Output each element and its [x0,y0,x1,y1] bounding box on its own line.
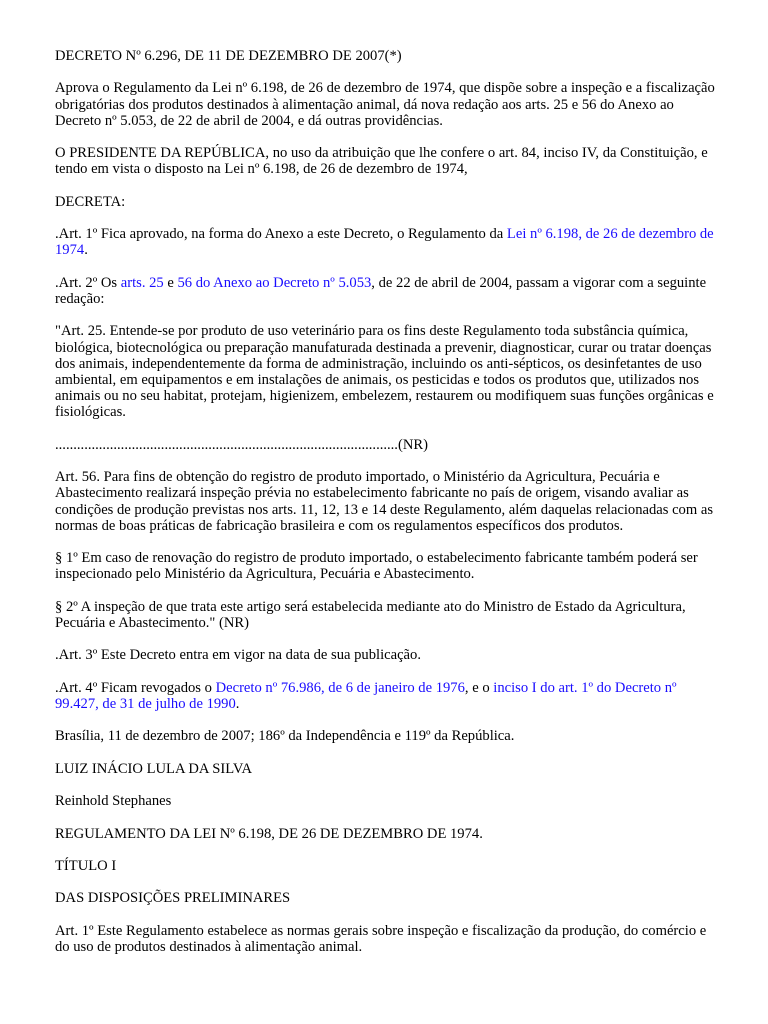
date-line: Brasília, 11 de dezembro de 2007; 186º da Independência e 119º da República. [55,728,515,745]
art2-text: .Art. 2º Os [55,274,121,291]
art1-paragraph [55,226,715,258]
art56-paragraph: Art. 56. Para fins de obtenção do registro de produto importado, o Ministério da Agricultura, Pecuária e Abastecimento realizará inspeção prévia no estabelecimento fabricante no país de origem, visando avaliar as condições de produção previstas nos arts. 11, 12, 13 e 14 deste Regulamento, além daquelas relacionadas com as normas de boas práticas de fabricação brasileira e com os regulamentos específicos dos produtos. [55,469,714,534]
art4-paragraph [55,680,715,712]
lei-6198-link[interactable]: Lei nº 6.198, de 26 de dezembro de 1974 [55,226,714,259]
art1-suffix: . [84,242,88,259]
decreta-label: DECRETA: [55,193,126,210]
titulo-heading: TÍTULO I [55,857,117,874]
paragraph-2: § 2º A inspeção de que trata este artigo será estabelecida mediante ato do Ministro de Estado da Agricultura, Pecuária e Abastecimento." (NR) [55,598,686,631]
decreto-5053-link[interactable]: 56 do Anexo ao Decreto nº 5.053 [177,274,372,291]
art2-paragraph [55,275,715,307]
art2-suffix: , de 22 de abril de 2004, passam a vigorar com a seguinte redação: [55,274,707,307]
art25-quote: "Art. 25. Entende-se por produto de uso veterinário para os fins deste Regulamento toda substância química, biológica, biotecnológica ou preparação manufaturada destinada a prevenir, diagnosticar, curar ou tratar doenças dos animais, independentemente da forma de administração, incluindo os anti-sépticos, os desinfetantes de uso ambiental, em equipamentos e em instalações de animais, os pesticidas e todos os produtos que, utilizados nos animais ou no seu habitat, protejam, higienizem, embelezem, restaurem ou modifiquem suas funções orgânicas e fisiológicas. [55,323,714,421]
art2-mid: e [163,274,178,291]
signer-president: LUIZ INÁCIO LULA DA SILVA [55,760,253,777]
document-body [55,48,715,971]
disposicoes-heading: DAS DISPOSIÇÕES PRELIMINARES [55,890,291,907]
art4-mid: , e o [464,679,494,696]
decree-preamble: O PRESIDENTE DA REPÚBLICA, no uso da atribuição que lhe confere o art. 84, inciso IV, da Constituição, e tendo em vista o disposto na Lei nº 6.198, de 26 de dezembro de 1974, [55,145,708,178]
paragraph-1: § 1º Em caso de renovação do registro de produto importado, o estabelecimento fabricante também poderá ser inspecionado pelo Ministério da Agricultura, Pecuária e Abastecimento. [55,550,698,583]
decree-ementa: Aprova o Regulamento da Lei nº 6.198, de 26 de dezembro de 1974, que dispõe sobre a inspeção e a fiscalização obrigatórias dos produtos destinados à alimentação animal, dá nova redação aos arts. 25 e 56 do Anexo ao Decreto nº 5.053, de 22 de abril de 2004, e dá outras providências. [55,80,715,129]
regulation-title: REGULAMENTO DA LEI Nº 6.198, DE 26 DE DEZEMBRO DE 1974. [55,825,483,842]
decreto-99427-link[interactable]: inciso I do art. 1º do Decreto nº 99.427, de 31 de julho de 1990 [55,679,677,712]
art1-text: .Art. 1º Fica aprovado, na forma do Anexo a este Decreto, o Regulamento da [55,226,507,243]
art4-suffix: . [235,695,240,712]
regulation-art1: Art. 1º Este Regulamento estabelece as normas gerais sobre inspeção e fiscalização da produção, do comércio e do uso de produtos destinados à alimentação animal. [55,922,707,955]
dots-nr-line: ..............................................................................................(NR) [55,436,428,453]
decree-heading: DECRETO Nº 6.296, DE 11 DE DEZEMBRO DE 2007(*) [55,48,402,64]
arts-25-link[interactable]: arts. 25 [120,274,164,291]
art4-text: .Art. 4º Ficam revogados o [55,679,216,696]
signer-minister: Reinhold Stephanes [55,793,172,810]
art3-paragraph: .Art. 3º Este Decreto entra em vigor na data de sua publicação. [55,647,421,664]
decreto-76986-link[interactable]: Decreto nº 76.986, de 6 de janeiro de 1976 [215,679,465,696]
